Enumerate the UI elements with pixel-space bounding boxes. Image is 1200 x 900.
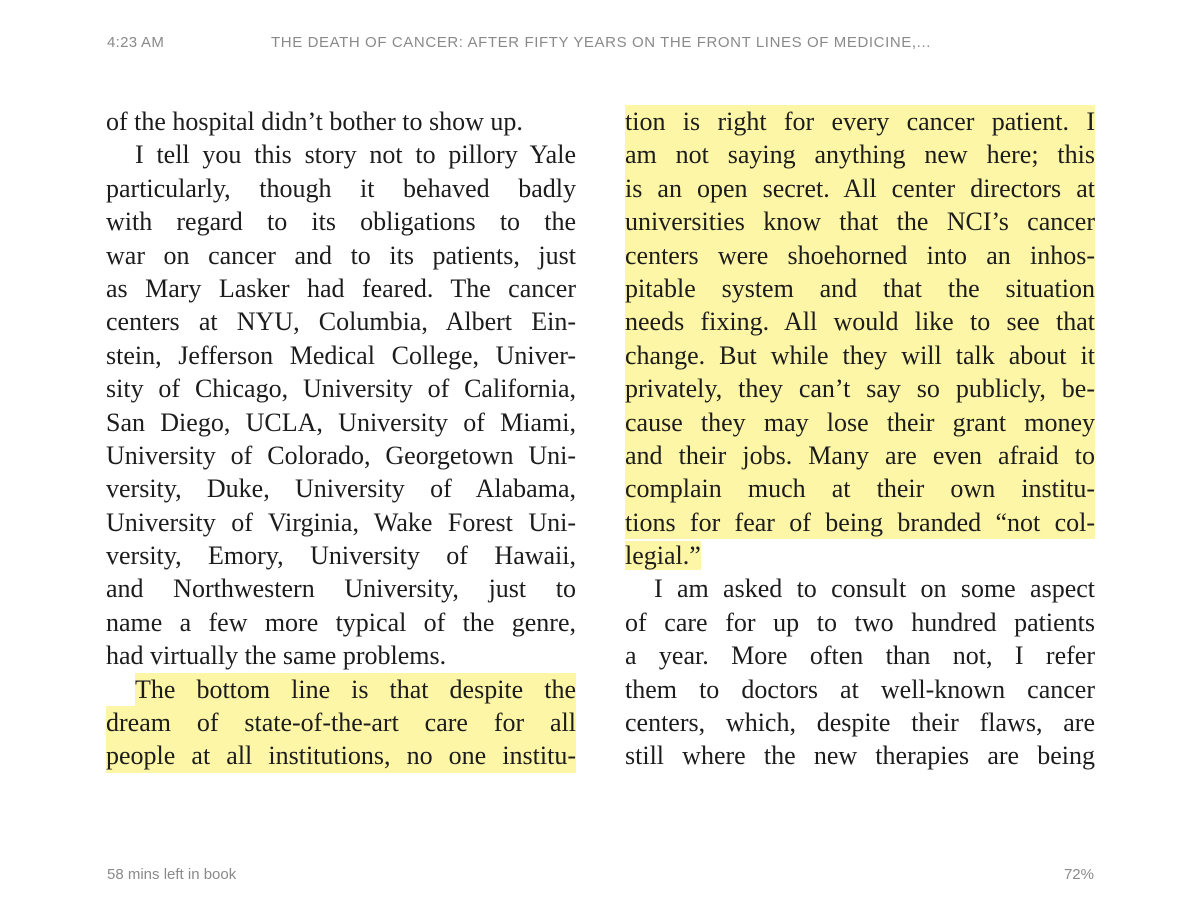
- text-line: as Mary Lasker had feared. The cancer: [106, 273, 576, 303]
- text-line: San Diego, UCLA, University of Miami,: [106, 407, 576, 437]
- text-line: versity, Emory, University of Hawaii,: [106, 541, 576, 571]
- highlighted-text-line[interactable]: centers were shoehorned into an inhos-: [625, 239, 1095, 272]
- text-line: a year. More often than not, I refer: [625, 641, 1095, 671]
- highlight-span[interactable]: legial.”: [625, 541, 701, 571]
- highlighted-text-line[interactable]: pitable system and that the situation: [625, 272, 1095, 305]
- right-page-column[interactable]: [625, 105, 1095, 773]
- highlighted-text-line[interactable]: am not saying anything new here; this: [625, 138, 1095, 171]
- text-line: University of Virginia, Wake Forest Uni-: [106, 507, 576, 537]
- text-line: particularly, though it behaved badly: [106, 173, 576, 203]
- text-line: and Northwestern University, just to: [106, 574, 576, 604]
- book-title[interactable]: THE DEATH OF CANCER: AFTER FIFTY YEARS ON THE FRONT LINES OF MEDICINE,...: [271, 34, 931, 51]
- text-line: war on cancer and to its patients, just: [106, 240, 576, 270]
- highlighted-text-line-end[interactable]: [625, 539, 1095, 572]
- text-line: of care for up to two hundred patients: [625, 607, 1095, 637]
- text-line: versity, Duke, University of Alabama,: [106, 474, 576, 504]
- highlighted-text-line[interactable]: needs fixing. All would like to see that: [625, 305, 1095, 338]
- text-line: centers at NYU, Columbia, Albert Ein-: [106, 307, 576, 337]
- highlighted-text-line[interactable]: tion is right for every cancer patient. I: [625, 105, 1095, 138]
- highlighted-text-line[interactable]: privately, they can’t say so publicly, be-: [625, 372, 1095, 405]
- text-line: stein, Jefferson Medical College, Univer-: [106, 340, 576, 370]
- text-line: I am asked to consult on some aspect: [654, 574, 1095, 604]
- left-page-column[interactable]: [106, 105, 576, 773]
- highlighted-text-line[interactable]: change. But while they will talk about it: [625, 339, 1095, 372]
- text-line: University of Colorado, Georgetown Uni-: [106, 440, 576, 470]
- highlighted-text-line[interactable]: complain much at their own institu-: [625, 472, 1095, 505]
- text-line: had virtually the same problems.: [106, 641, 447, 671]
- highlighted-text-line[interactable]: is an open secret. All center directors at: [625, 172, 1095, 205]
- text-line: I tell you this story not to pillory Yale: [135, 140, 576, 170]
- text-line: centers, which, despite their flaws, are: [625, 708, 1095, 738]
- time-left-label: 58 mins left in book: [107, 866, 237, 883]
- text-line: name a few more typical of the genre,: [106, 607, 576, 637]
- highlighted-text-line[interactable]: The bottom line is that despite the: [106, 673, 576, 706]
- highlighted-text-line[interactable]: people at all institutions, no one institu-: [106, 739, 576, 772]
- highlighted-text-line[interactable]: cause they may lose their grant money: [625, 406, 1095, 439]
- text-line: with regard to its obligations to the: [106, 207, 576, 237]
- highlighted-text-line[interactable]: tions for fear of being branded “not col-: [625, 506, 1095, 539]
- highlighted-text-line[interactable]: dream of state-of-the-art care for all: [106, 706, 576, 739]
- text-line: sity of Chicago, University of California,: [106, 374, 576, 404]
- text-line: of the hospital didn’t bother to show up.: [106, 107, 523, 136]
- text-line: them to doctors at well-known cancer: [625, 674, 1095, 704]
- text-line: still where the new therapies are being: [625, 741, 1095, 771]
- status-time: 4:23 AM: [107, 34, 165, 51]
- highlighted-text-line[interactable]: and their jobs. Many are even afraid to: [625, 439, 1095, 472]
- progress-percent: 72%: [1063, 866, 1094, 883]
- highlighted-text-line[interactable]: universities know that the NCI’s cancer: [625, 205, 1095, 238]
